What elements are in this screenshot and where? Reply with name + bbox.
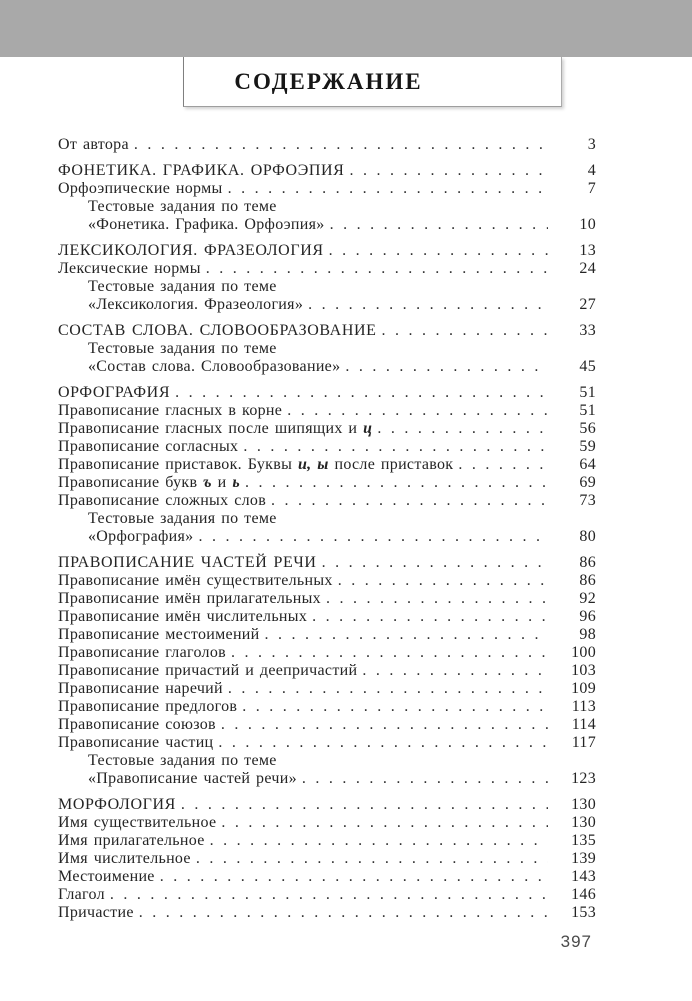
toc-entry-page-number: 117 bbox=[571, 734, 596, 751]
toc-row bbox=[58, 644, 596, 662]
dot-leader bbox=[242, 698, 548, 716]
toc-entry-label: Орфоэпические нормы bbox=[58, 180, 223, 197]
toc-entry-label: Тестовые задания по теме bbox=[88, 198, 277, 215]
dot-leader bbox=[243, 438, 548, 456]
title-box bbox=[183, 57, 562, 107]
dot-leader bbox=[349, 162, 548, 180]
toc-row bbox=[58, 796, 596, 814]
dot-leader bbox=[160, 868, 548, 886]
toc-entry-page-number: 3 bbox=[587, 136, 596, 153]
toc-entry-page-number: 45 bbox=[579, 358, 596, 375]
toc-entry-label: Правописание сложных слов bbox=[58, 492, 267, 509]
dot-leader bbox=[231, 644, 548, 662]
toc-row bbox=[58, 904, 596, 922]
toc-entry-page-number: 7 bbox=[587, 180, 596, 197]
toc-entry-label: Правописание глаголов bbox=[58, 644, 226, 661]
toc-row bbox=[58, 590, 596, 608]
toc-entry-page-number: 103 bbox=[571, 662, 596, 679]
dot-leader bbox=[110, 886, 548, 904]
dot-leader bbox=[221, 716, 548, 734]
toc-entry-page-number: 80 bbox=[579, 528, 596, 545]
toc-entry-label: Правописание частиц bbox=[58, 734, 214, 751]
toc-row bbox=[58, 698, 596, 716]
toc-entry-label: Причастие bbox=[58, 904, 134, 921]
toc-row bbox=[58, 554, 596, 572]
toc-row bbox=[58, 278, 596, 296]
toc-entry-page-number: 51 bbox=[579, 384, 596, 401]
dot-leader bbox=[302, 770, 548, 788]
toc-row bbox=[58, 136, 596, 154]
toc-row bbox=[58, 358, 596, 376]
toc-entry-label: Имя существительное bbox=[58, 814, 217, 831]
dot-leader bbox=[181, 796, 548, 814]
toc-row bbox=[58, 216, 596, 234]
toc-entry-label: Имя прилагательное bbox=[58, 832, 205, 849]
toc-row bbox=[58, 608, 596, 626]
toc-entry-page-number: 92 bbox=[579, 590, 596, 607]
toc-entry-label: Лексические нормы bbox=[58, 260, 201, 277]
dot-leader bbox=[308, 296, 548, 314]
toc-entry-page-number: 130 bbox=[571, 796, 596, 813]
toc-entry-label: ФОНЕТИКА. ГРАФИКА. ОРФОЭПИЯ bbox=[58, 162, 345, 179]
toc-row bbox=[58, 886, 596, 904]
toc-row bbox=[58, 242, 596, 260]
toc-row bbox=[58, 260, 596, 278]
dot-leader bbox=[228, 680, 548, 698]
toc-entry-label: ЛЕКСИКОЛОГИЯ. ФРАЗЕОЛОГИЯ bbox=[58, 242, 324, 259]
toc-row bbox=[58, 510, 596, 528]
toc-entry-label: От автора bbox=[58, 136, 129, 153]
toc-row bbox=[58, 528, 596, 546]
dot-leader bbox=[458, 456, 548, 474]
toc-entry-page-number: 69 bbox=[579, 474, 596, 491]
toc-entry-label: «Орфография» bbox=[88, 528, 194, 545]
dot-leader bbox=[134, 136, 548, 154]
toc-entry-page-number: 24 bbox=[579, 260, 596, 277]
dot-leader bbox=[271, 492, 548, 510]
dot-leader bbox=[218, 734, 548, 752]
toc-entry-page-number: 100 bbox=[571, 644, 596, 661]
toc-entry-page-number: 113 bbox=[571, 698, 596, 715]
dot-leader bbox=[245, 474, 548, 492]
dot-leader bbox=[362, 662, 548, 680]
toc-entry-page-number: 139 bbox=[571, 850, 596, 867]
dot-leader bbox=[265, 626, 548, 644]
toc-entry-label: Правописание согласных bbox=[58, 438, 239, 455]
toc-row bbox=[58, 402, 596, 420]
toc-row bbox=[58, 850, 596, 868]
toc-entry-label: МОРФОЛОГИЯ bbox=[58, 796, 176, 813]
toc-entry-label: Правописание местоимений bbox=[58, 626, 260, 643]
footer-page-number: 397 bbox=[560, 932, 592, 951]
dot-leader bbox=[221, 814, 548, 832]
toc-entry-label: Местоимение bbox=[58, 868, 155, 885]
toc-entry-page-number: 130 bbox=[571, 814, 596, 831]
dot-leader bbox=[287, 402, 548, 420]
toc-entry-label: «Фонетика. Графика. Орфоэпия» bbox=[88, 216, 325, 233]
toc-row bbox=[58, 832, 596, 850]
toc-entry-page-number: 13 bbox=[579, 242, 596, 259]
toc-entry-label: Правописание предлогов bbox=[58, 698, 238, 715]
toc-entry-label: Правописание приставок. Буквы и, ы после приставок bbox=[58, 456, 454, 473]
toc-entry-page-number: 64 bbox=[579, 456, 596, 473]
toc-entry-label: СОСТАВ СЛОВА. СЛОВООБРАЗОВАНИЕ bbox=[58, 322, 377, 339]
toc-row bbox=[58, 814, 596, 832]
dot-leader bbox=[210, 832, 548, 850]
toc-entry-page-number: 98 bbox=[579, 626, 596, 643]
dot-leader bbox=[382, 322, 548, 340]
dot-leader bbox=[139, 904, 548, 922]
toc-row bbox=[58, 180, 596, 198]
dot-leader bbox=[312, 608, 548, 626]
toc-entry-label: Правописание наречий bbox=[58, 680, 223, 697]
toc-row bbox=[58, 438, 596, 456]
toc-row bbox=[58, 474, 596, 492]
dot-leader bbox=[206, 260, 548, 278]
toc-entry-page-number: 146 bbox=[571, 886, 596, 903]
dot-leader bbox=[228, 180, 548, 198]
toc-entry-label: Правописание имён существительных bbox=[58, 572, 333, 589]
toc-entry-label: Правописание имён прилагательных bbox=[58, 590, 321, 607]
toc-entry-label: ПРАВОПИСАНИЕ ЧАСТЕЙ РЕЧИ bbox=[58, 554, 317, 571]
dot-leader bbox=[330, 216, 548, 234]
toc-entry-label: Правописание имён числительных bbox=[58, 608, 308, 625]
toc-row bbox=[58, 716, 596, 734]
toc-entry-label: «Правописание частей речи» bbox=[88, 770, 297, 787]
toc-row bbox=[58, 868, 596, 886]
toc-entry-page-number: 135 bbox=[571, 832, 596, 849]
dot-leader bbox=[377, 420, 548, 438]
toc-row bbox=[58, 680, 596, 698]
toc-entry-label: Тестовые задания по теме bbox=[88, 340, 277, 357]
toc-entry-label: Правописание причастий и деепричастий bbox=[58, 662, 358, 679]
toc-entry-label: «Состав слова. Словообразование» bbox=[88, 358, 341, 375]
toc-row bbox=[58, 662, 596, 680]
toc-entry-label: Тестовые задания по теме bbox=[88, 752, 277, 769]
toc-row bbox=[58, 384, 596, 402]
toc-entry-page-number: 56 bbox=[579, 420, 596, 437]
toc-entry-page-number: 51 bbox=[579, 402, 596, 419]
toc-row bbox=[58, 198, 596, 216]
toc-entry-page-number: 86 bbox=[579, 554, 596, 571]
toc-entry-page-number: 33 bbox=[579, 322, 596, 339]
toc-row bbox=[58, 162, 596, 180]
scanner-gray-band bbox=[0, 0, 692, 57]
toc-entry-page-number: 114 bbox=[571, 716, 596, 733]
toc-entry-page-number: 86 bbox=[579, 572, 596, 589]
toc-row bbox=[58, 572, 596, 590]
toc-entry-page-number: 27 bbox=[579, 296, 596, 313]
toc-entry-label: Правописание гласных в корне bbox=[58, 402, 283, 419]
toc-row bbox=[58, 626, 596, 644]
toc-entry-label: Глагол bbox=[58, 886, 105, 903]
toc-row bbox=[58, 340, 596, 358]
toc-entry-page-number: 96 bbox=[579, 608, 596, 625]
toc-entry-page-number: 59 bbox=[579, 438, 596, 455]
toc-entry-label: Правописание гласных после шипящих и ц bbox=[58, 420, 373, 437]
toc-entry-page-number: 153 bbox=[571, 904, 596, 921]
toc-entry-page-number: 143 bbox=[571, 868, 596, 885]
toc-row bbox=[58, 322, 596, 340]
dot-leader bbox=[338, 572, 548, 590]
toc-list bbox=[58, 136, 596, 922]
toc-entry-label: «Лексикология. Фразеология» bbox=[88, 296, 304, 313]
page-title: СОДЕРЖАНИЕ bbox=[234, 68, 423, 94]
toc-entry-page-number: 73 bbox=[579, 492, 596, 509]
dot-leader bbox=[329, 242, 548, 260]
toc-row bbox=[58, 296, 596, 314]
toc-row bbox=[58, 492, 596, 510]
toc-row bbox=[58, 752, 596, 770]
dot-leader bbox=[326, 590, 548, 608]
toc-entry-label: Правописание союзов bbox=[58, 716, 216, 733]
toc-row bbox=[58, 456, 596, 474]
toc-entry-label: Тестовые задания по теме bbox=[88, 278, 277, 295]
toc-entry-page-number: 10 bbox=[579, 216, 596, 233]
toc-entry-page-number: 4 bbox=[587, 162, 596, 179]
toc-row bbox=[58, 770, 596, 788]
dot-leader bbox=[175, 384, 548, 402]
toc-row bbox=[58, 420, 596, 438]
dot-leader bbox=[198, 528, 548, 546]
toc-entry-label: Правописание букв ъ и ь bbox=[58, 474, 240, 491]
dot-leader bbox=[345, 358, 548, 376]
dot-leader bbox=[196, 850, 548, 868]
toc-entry-label: ОРФОГРАФИЯ bbox=[58, 384, 171, 401]
toc-entry-page-number: 109 bbox=[571, 680, 596, 697]
dot-leader bbox=[322, 554, 548, 572]
toc-entry-page-number: 123 bbox=[571, 770, 596, 787]
toc-row bbox=[58, 734, 596, 752]
toc-entry-label: Тестовые задания по теме bbox=[88, 510, 277, 527]
toc-entry-label: Имя числительное bbox=[58, 850, 191, 867]
